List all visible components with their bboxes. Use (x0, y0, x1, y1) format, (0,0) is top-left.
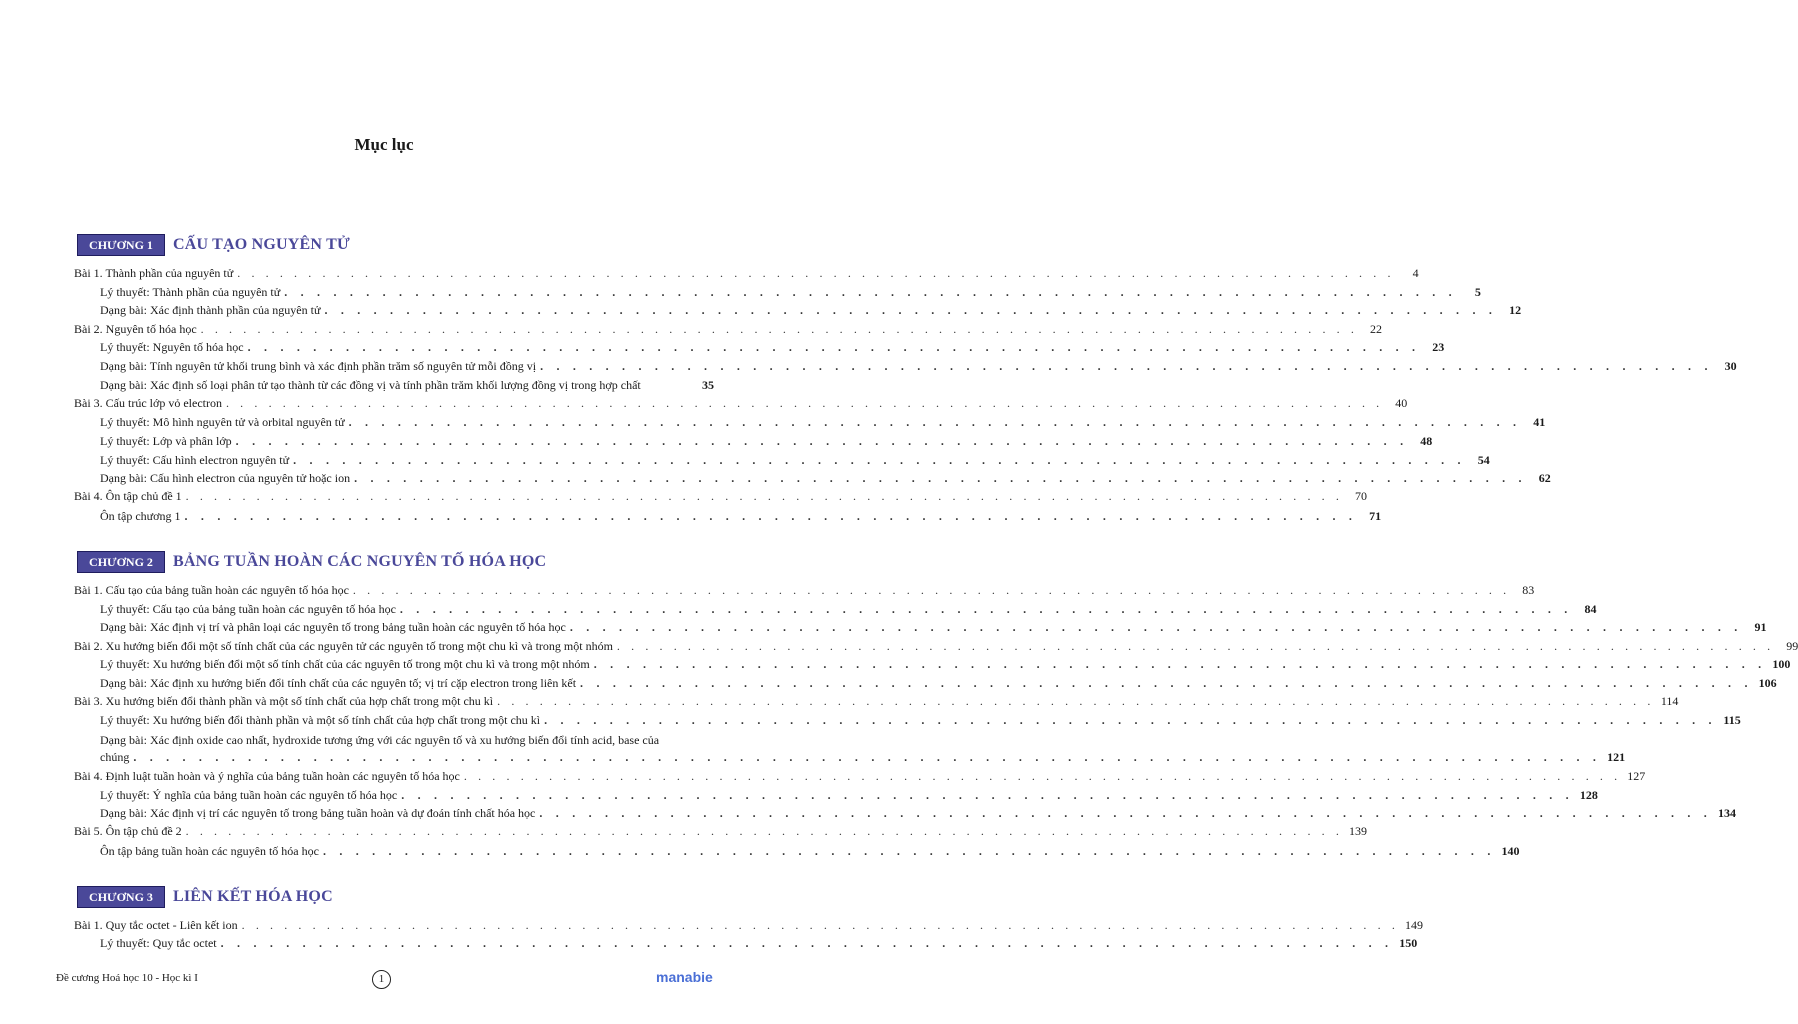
toc-page-number: 48 (1420, 434, 1433, 448)
toc-page-number: 91 (1754, 620, 1767, 634)
toc-label: Lý thuyết: Quy tắc octet (100, 936, 217, 950)
chapter-badge: CHƯƠNG 2 (77, 551, 165, 573)
chapter-badge: CHƯƠNG 3 (77, 886, 165, 908)
chapter-title: BẢNG TUẦN HOÀN CÁC NGUYÊN TỐ HÓA HỌC (173, 553, 547, 570)
toc-topic[interactable] (100, 786, 1598, 804)
toc-label: Lý thuyết: Xu hướng biến đổi một số tính chất của các nguyên tố trong một chu kì và trong một nhóm (100, 657, 590, 671)
toc-lesson[interactable] (74, 692, 1679, 710)
toc-label: Bài 2. Nguyên tố hóa học (74, 322, 197, 336)
toc-page-number: 106 (1758, 676, 1777, 690)
toc-topic[interactable] (100, 600, 1597, 618)
toc-label: Bài 4. Định luật tuần hoàn và ý nghĩa của bảng tuần hoàn các nguyên tố hóa học (74, 769, 460, 783)
toc-topic[interactable] (100, 618, 1767, 636)
toc-leader: . . . . . . . . . . . . . . . . . . . . . . . . . . . . . . . . . . . . . . . . . . . . . . . . . . . . . . . . . . . . . . . . . . . . . . . . (569, 620, 1743, 634)
toc-page-number: 41 (1533, 415, 1546, 429)
toc-page-number: 54 (1477, 453, 1490, 467)
chapter-badge: CHƯƠNG 1 (77, 234, 165, 256)
toc-leader: . . . . . . . . . . . . . . . . . . . . . . . . . . . . . . . . . . . . . . . . . . . . . . . . . . . . . . . . . . . . . . . . . . . . . . . . (401, 788, 1574, 802)
manabie-logo: manabie (656, 969, 713, 985)
toc-topic[interactable] (100, 301, 1522, 319)
toc-lesson[interactable] (74, 487, 1367, 505)
toc-leader: . . . . . . . . . . . . . . . . . . . . . . . . . . . . . . . . . . . . . . . . . . . . . . . . . . . . . . . . . . . . . . . . . . . . . . . . . . . . . . . . . . (200, 322, 1358, 336)
chapter-title: CẤU TẠO NGUYÊN TỬ (173, 236, 350, 253)
toc-page-number: 140 (1501, 844, 1520, 858)
toc-page-number: 5 (1474, 285, 1481, 299)
toc-leader: . . . . . . . . . . . . . . . . . . . . . . . . . . . . . . . . . . . . . . . . . . . . . . . . . . . . . . . . . . . . . . . . . . . . . . . . (220, 936, 1394, 950)
toc-lesson[interactable] (74, 394, 1408, 412)
toc-topic[interactable] (100, 376, 714, 394)
toc-page-number: 40 (1395, 396, 1408, 410)
toc-leader: . . . . . . . . . . . . . . . . . . . . . . . . . . . . . . . . . . . . . . . . . . . . . . . . . . . . . . . . . . . . . . . . . . . . . . . . (348, 415, 1522, 429)
toc-leader: . . . . . . . . . . . . . . . . . . . . . . . . . . . . . . . . . . . . . . . . . . . . . . . . . . . . . . . . . . . . . . . . . . . . . . . . (544, 713, 1717, 727)
toc-label: Lý thuyết: Xu hướng biến đổi thành phần và một số tính chất của hợp chất trong một chu kì (100, 713, 541, 727)
toc-label: Lý thuyết: Ý nghĩa của bảng tuần hoàn các nguyên tố hóa học (100, 788, 398, 802)
toc-leader: . . . . . . . . . . . . . . . . . . . . . . . . . . . . . . . . . . . . . . . . . . . . . . . . . . . . . . . . . . . . . . . . . . . . . . . . . . . . . . . . . . (463, 769, 1622, 783)
toc-topic[interactable] (100, 934, 1418, 952)
toc-lesson[interactable] (74, 916, 1423, 934)
toc-label: Bài 5. Ôn tập chủ đề 2 (74, 824, 182, 838)
toc-label: Bài 1. Quy tắc octet - Liên kết ion (74, 918, 238, 932)
footer-document-title: Đề cương Hoá học 10 - Học kì I (56, 972, 198, 984)
toc-topic[interactable] (100, 338, 1445, 356)
toc-page-number: 149 (1404, 918, 1423, 932)
toc-page-number: 35 (702, 378, 714, 392)
toc-leader: . . . . . . . . . . . . . . . . . . . . . . . . . . . . . . . . . . . . . . . . . . . . . . . . . . . . . . . . . . . . . . . . . . . . . . . . (184, 509, 1358, 523)
toc-page-number: 114 (1660, 694, 1679, 708)
toc-label: Lý thuyết: Lớp và phân lớp (100, 434, 232, 448)
toc-label: Lý thuyết: Cấu tạo của bảng tuần hoàn các nguyên tố hóa học (100, 602, 396, 616)
chapter-header[interactable] (77, 551, 546, 573)
toc-label: Ôn tập chương 1 (100, 509, 181, 523)
toc-page-number: 99 (1786, 639, 1798, 653)
toc-leader: . . . . . . . . . . . . . . . . . . . . . . . . . . . . . . . . . . . . . . . . . . . . . . . . . . . . . . . . . . . . . . . . . . . . . . . . . . . . . . . . . . . . . . . . . . (133, 750, 1602, 764)
toc-topic[interactable] (100, 432, 1433, 450)
toc-leader: . . . . . . . . . . . . . . . . . . . . . . . . . . . . . . . . . . . . . . . . . . . . . . . . . . . . . . . . . . . . . . . . . . . . . . . . . . . . . . . . . . (352, 583, 1511, 597)
toc-topic[interactable] (100, 674, 1777, 692)
toc-label: Bài 1. Cấu tạo của bảng tuần hoàn các nguyên tố hóa học (74, 583, 349, 597)
toc-leader: . . . . . . . . . . . . . . . . . . . . . . . . . . . . . . . . . . . . . . . . . . . . . . . . . . . . . . . . . . . . . . . . . . . . . . . . (324, 303, 1498, 317)
toc-page-number: 100 (1772, 657, 1791, 671)
toc-label: Dạng bài: Xác định vị trí các nguyên tố trong bảng tuần hoàn và dự đoán tính chất hóa học (100, 806, 536, 820)
toc-lesson[interactable] (74, 320, 1382, 338)
toc-label: Bài 1. Thành phần của nguyên tử (74, 266, 234, 280)
toc-page-number: 115 (1723, 713, 1741, 727)
toc-label: Bài 4. Ôn tập chủ đề 1 (74, 489, 182, 503)
toc-leader: . . . . . . . . . . . . . . . . . . . . . . . . . . . . . . . . . . . . . . . . . . . . . . . . . . . . . . . . . . . . . . . . . . . . . . . . . . . . . . . . . . (497, 694, 1655, 708)
toc-leader: . . . . . . . . . . . . . . . . . . . . . . . . . . . . . . . . . . . . . . . . . . . . . . . . . . . . . . . . . . . . . . . . . . . . . . . . (539, 806, 1712, 820)
toc-leader: . . . . . . . . . . . . . . . . . . . . . . . . . . . . . . . . . . . . . . . . . . . . . . . . . . . . . . . . . . . . . . . . . . . . . . . . (593, 657, 1767, 671)
toc-topic[interactable] (100, 507, 1382, 525)
toc-label: Lý thuyết: Mô hình nguyên tử và orbital nguyên tử (100, 415, 345, 429)
toc-leader: . . . . . . . . . . . . . . . . . . . . . . . . . . . . . . . . . . . . . . . . . . . . . . . . . . . . . . . . . . . . . . . . . . . . . . . . . . . . . . . . . . (185, 489, 1343, 503)
chapter-title: LIÊN KẾT HÓA HỌC (173, 888, 333, 905)
toc-leader: . . . . . . . . . . . . . . . . . . . . . . . . . . . . . . . . . . . . . . . . . . . . . . . . . . . . . . . . . . . . . . . . . . . . . . . . (399, 602, 1573, 616)
toc-page-number: 30 (1724, 359, 1737, 373)
toc-page-number: 12 (1509, 303, 1522, 317)
toc-page-number: 70 (1354, 489, 1367, 503)
toc-lesson[interactable] (74, 264, 1419, 282)
chapter-header[interactable] (77, 886, 333, 908)
toc-label: Dạng bài: Xác định thành phần của nguyên tử (100, 303, 321, 317)
toc-label: Lý thuyết: Nguyên tố hóa học (100, 340, 244, 354)
toc-leader: . . . . . . . . . . . . . . . . . . . . . . . . . . . . . . . . . . . . . . . . . . . . . . . . . . . . . . . . . . . . . . . . . . . . . . . . . . . . . . . . . . (616, 639, 1775, 653)
toc-leader: . . . . . . . . . . . . . . . . . . . . . . . . . . . . . . . . . . . . . . . . . . . . . . . . . . . . . . . . . . . . . . . . . . . . . . . . (247, 340, 1421, 354)
toc-page-number: 150 (1399, 936, 1418, 950)
toc-leader: . . . . . . . . . . . . . . . . . . . . . . . . . . . . . . . . . . . . . . . . . . . . . . . . . . . . . . . . . . . . . . . . . . . . . . . . (540, 359, 1713, 373)
toc-label: Lý thuyết: Thành phần của nguyên tử (100, 285, 281, 299)
toc-leader: . . . . . . . . . . . . . . . . . . . . . . . . . . . . . . . . . . . . . . . . . . . . . . . . . . . . . . . . . . . . . . . . . . . . . . . . . . . . . . . . . . (237, 266, 1395, 280)
toc-leader: . . . . . . . . . . . . . . . . . . . . . . . . . . . . . . . . . . . . . . . . . . . . . . . . . . . . . . . . . . . . . . . . . . . . . . . . (580, 676, 1753, 690)
toc-label: Dạng bài: Cấu hình electron của nguyên tử hoặc ion (100, 471, 351, 485)
toc-lesson[interactable] (74, 767, 1646, 785)
toc-page-number: 62 (1538, 471, 1551, 485)
toc-page-number: 128 (1579, 788, 1598, 802)
toc-page-number: 121 (1607, 750, 1626, 764)
toc-topic[interactable] (100, 283, 1481, 301)
toc-leader: . . . . . . . . . . . . . . . . . . . . . . . . . . . . . . . . . . . . . . . . . . . . . . . . . . . . . . . . . . . . . . . . . . . . . . . . . . . . . . . . . . (225, 396, 1384, 410)
toc-topic-wrapped[interactable]: Dạng bài: Xác định oxide cao nhất, hydroxide tương ứng với các nguyên tố và xu hướng biến đổi tính acid, base của (100, 733, 660, 747)
toc-topic[interactable] (100, 804, 1736, 822)
toc-page-number: 134 (1718, 806, 1736, 820)
toc-page-number: 23 (1432, 340, 1445, 354)
chapter-header[interactable] (77, 234, 350, 256)
toc-page-number: 71 (1369, 509, 1382, 523)
toc-topic[interactable] (100, 711, 1741, 729)
toc-label: Bài 2. Xu hướng biến đổi một số tính chất của các nguyên tử các nguyên tố trong một chu kì và trong một nhóm (74, 639, 613, 653)
toc-label: Dạng bài: Tính nguyên tử khối trung bình và xác định phần trăm số nguyên tử mỗi đồng vị (100, 359, 537, 373)
toc-topic[interactable] (100, 451, 1490, 469)
page-title: Mục lục (354, 135, 414, 154)
toc-page-number: 4 (1412, 266, 1419, 280)
toc-page-number: 83 (1522, 583, 1535, 597)
toc-topic[interactable] (100, 469, 1551, 487)
toc-leader: . . . . . . . . . . . . . . . . . . . . . . . . . . . . . . . . . . . . . . . . . . . . . . . . . . . . . . . . . . . . . . . . . . . . . . . . (235, 434, 1409, 448)
toc-leader: . . . . . . . . . . . . . . . . . . . . . . . . . . . . . . . . . . . . . . . . . . . . . . . . . . . . . . . . . . . . . . . . . . . . . . . . (354, 471, 1527, 485)
toc-page-number: 22 (1369, 322, 1382, 336)
toc-lesson[interactable] (74, 637, 1798, 655)
toc-topic[interactable] (100, 413, 1546, 431)
toc-lesson[interactable] (74, 822, 1367, 840)
toc-page-number: 84 (1584, 602, 1597, 616)
toc-leader: . . . . . . . . . . . . . . . . . . . . . . . . . . . . . . . . . . . . . . . . . . . . . . . . . . . . . . . . . . . . . . . . . . . . . . . . (284, 285, 1457, 299)
toc-page-number: 139 (1348, 824, 1367, 838)
page-number-badge: 1 (372, 970, 391, 989)
toc-label: Dạng bài: Xác định số loại phân tử tạo thành từ các đồng vị và tính phần trăm khối lượng đồng vị trong hợp chất (100, 378, 641, 392)
toc-lesson[interactable] (74, 581, 1535, 599)
toc-leader: . . . . . . . . . . . . . . . . . . . . . . . . . . . . . . . . . . . . . . . . . . . . . . . . . . . . . . . . . . . . . . . . . . . . . . . . . . . . . . . . . . (241, 918, 1399, 932)
toc-label: Lý thuyết: Cấu hình electron nguyên tử (100, 453, 290, 467)
toc-topic[interactable] (100, 748, 1626, 766)
toc-page-number: 127 (1627, 769, 1646, 783)
toc-leader: . . . . . . . . . . . . . . . . . . . . . . . . . . . . . . . . . . . . . . . . . . . . . . . . . . . . . . . . . . . . . . . . . . . . . . . . . . . . . . . . . . (185, 824, 1343, 838)
toc-label: Bài 3. Cấu trúc lớp vỏ electron (74, 396, 222, 410)
toc-topic[interactable] (100, 842, 1520, 860)
toc-leader: . . . . . . . . . . . . . . . . . . . . . . . . . . . . . . . . . . . . . . . . . . . . . . . . . . . . . . . . . . . . . . . . . . . . . . . . (293, 453, 1466, 467)
toc-label: chúng (100, 750, 130, 764)
toc-label: Dạng bài: Xác định vị trí và phân loại các nguyên tố trong bảng tuần hoàn các nguyên tố hóa học (100, 620, 566, 634)
toc-topic[interactable] (100, 655, 1791, 673)
toc-label: Bài 3. Xu hướng biến đổi thành phần và một số tính chất của hợp chất trong một chu kì (74, 694, 494, 708)
toc-label: Dạng bài: Xác định xu hướng biến đổi tính chất của các nguyên tố; vị trí cặp electron trong liên kết (100, 676, 577, 690)
toc-label: Ôn tập bảng tuần hoàn các nguyên tố hóa học (100, 844, 319, 858)
toc-leader: . . . . . . . . . . . . . . . . . . . . . . . . . . . . . . . . . . . . . . . . . . . . . . . . . . . . . . . . . . . . . . . . . . . . . . . . (322, 844, 1496, 858)
toc-topic[interactable] (100, 357, 1737, 375)
